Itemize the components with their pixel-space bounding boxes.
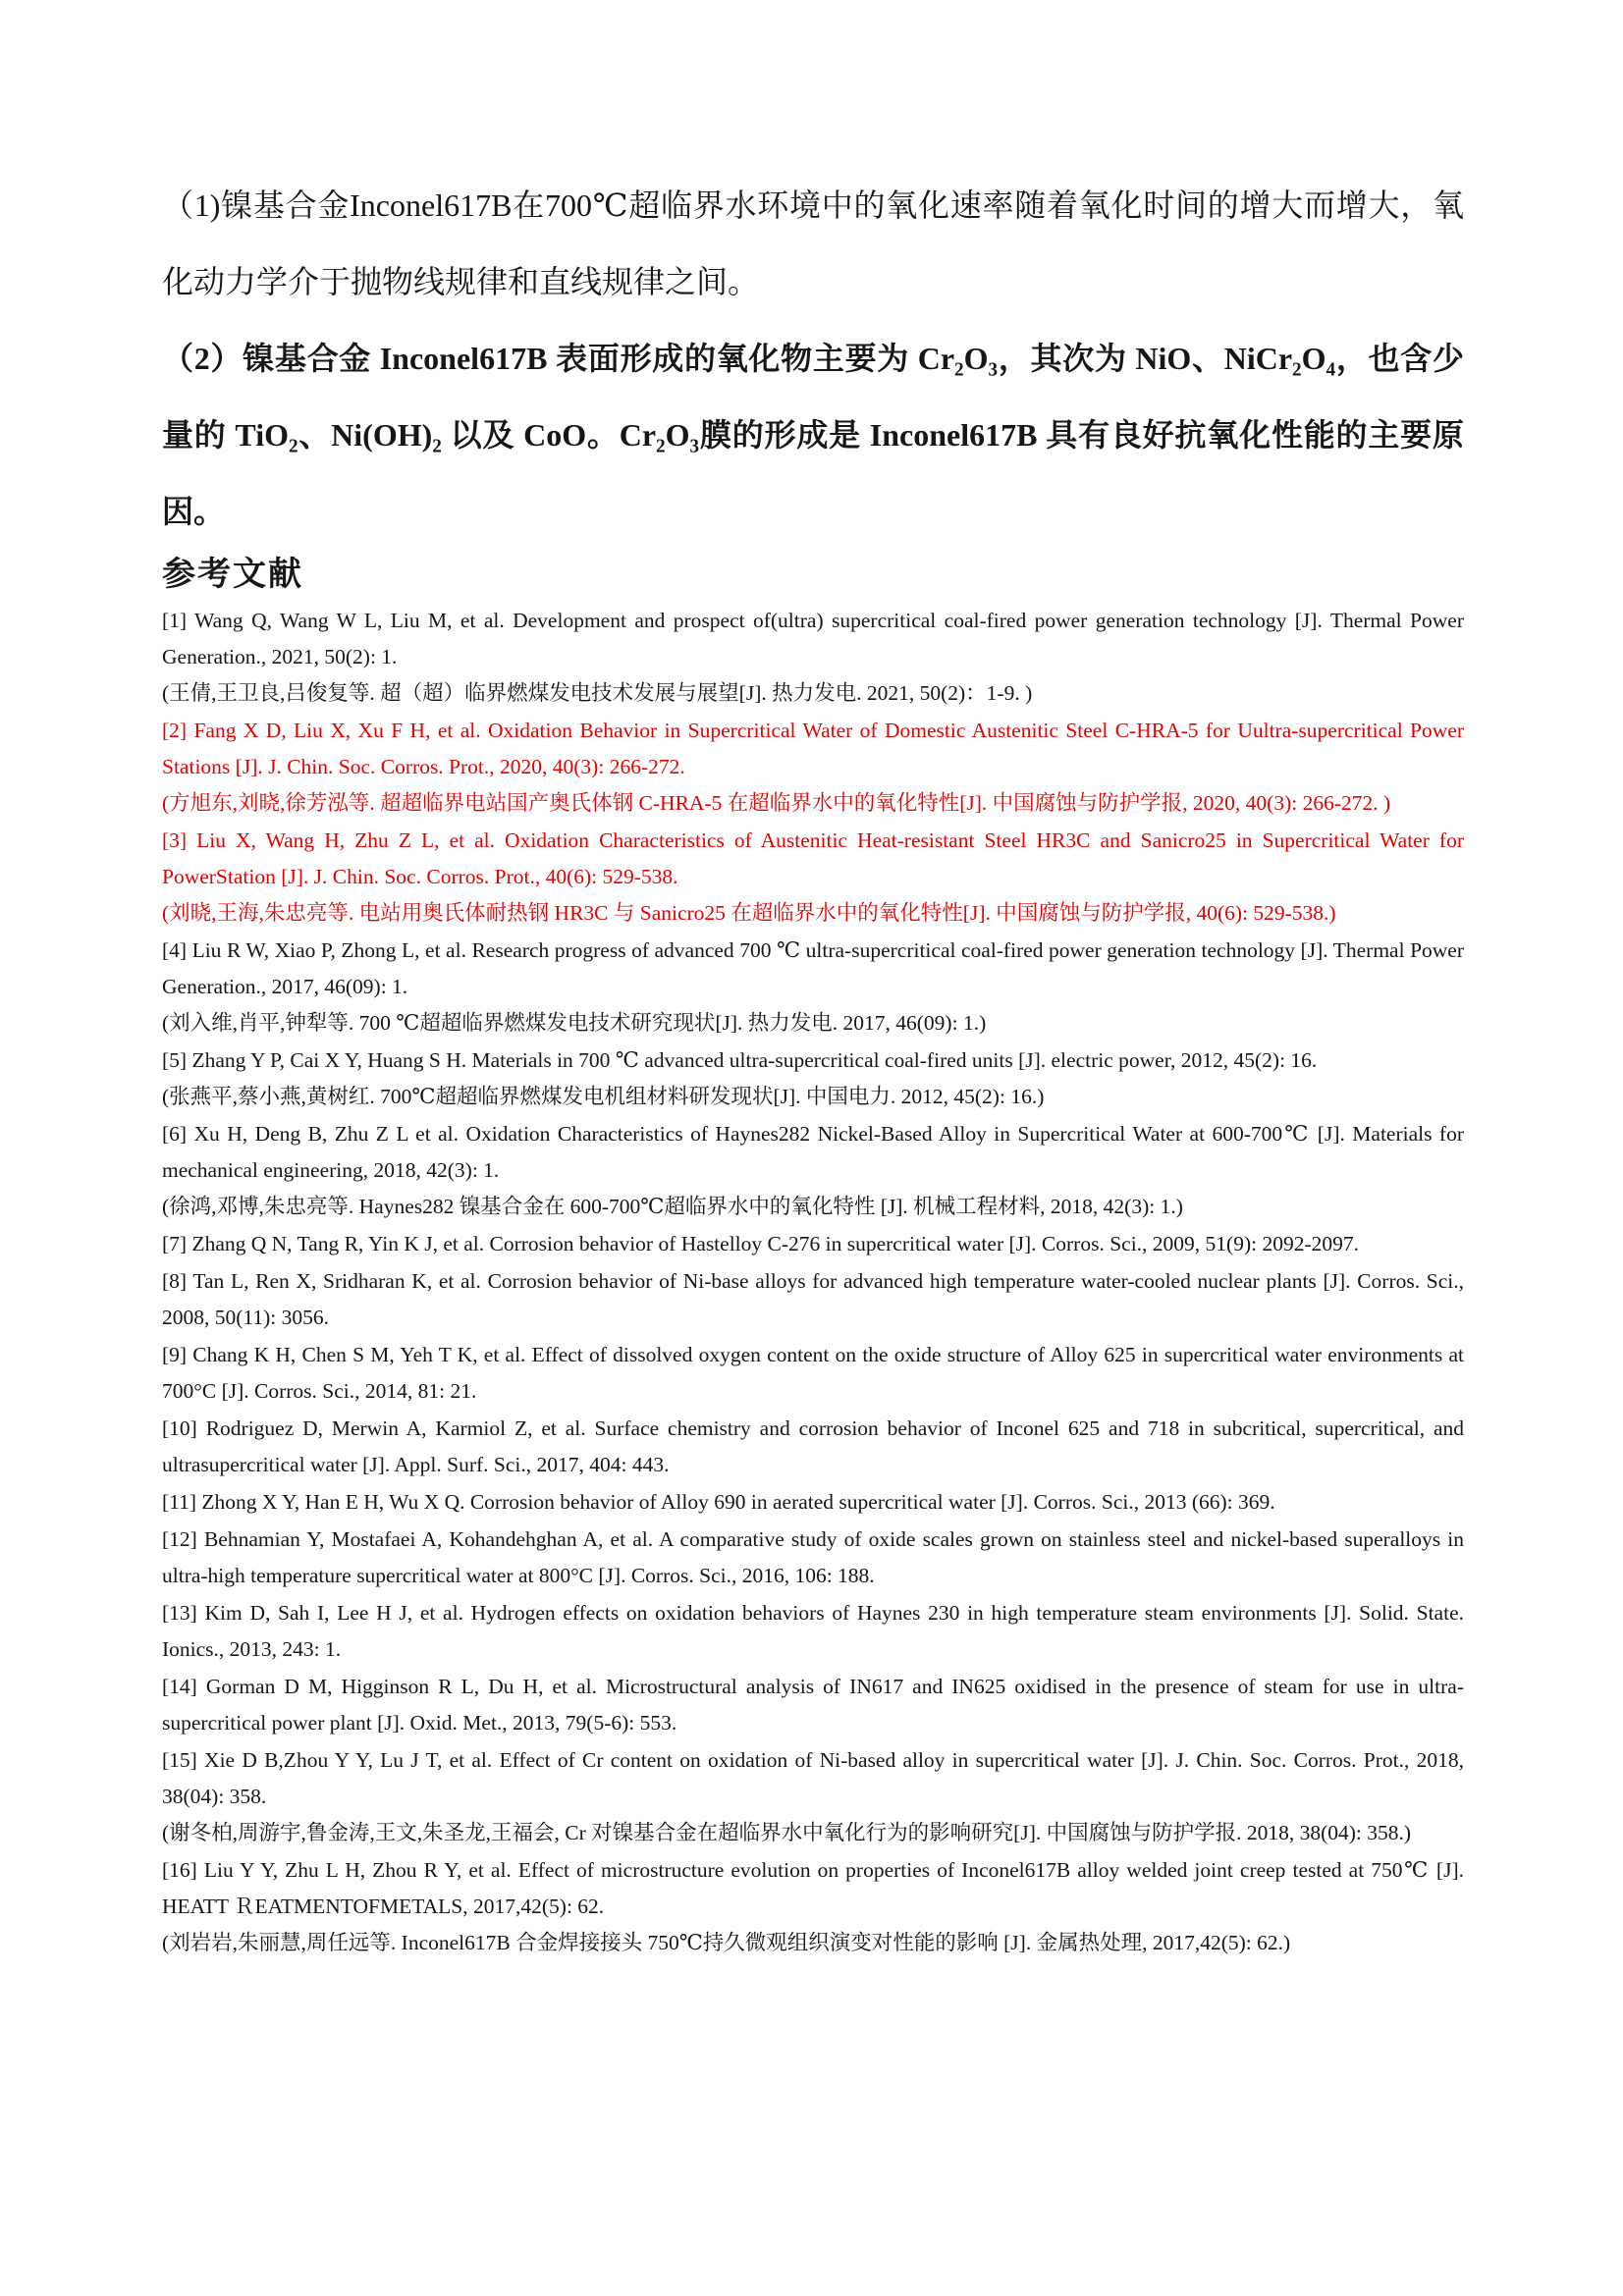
reference-paragraph: (张燕平,蔡小燕,黄树红. 700℃超超临界燃煤发电机组材料研发现状[J]. 中国电力. 2012, 45(2): 16.) — [162, 1085, 1045, 1108]
reference-paragraph: [8] Tan L, Ren X, Sridharan K, et al. Corrosion behavior of Ni-base alloys for advanced high temperature water-cooled nuclear plants [J]. Corros. Sci., 2008, 50(11): 3056. — [162, 1269, 1464, 1329]
reference-entry — [162, 1522, 1464, 1594]
reference-paragraph: (刘入维,肖平,钟犁等. 700 ℃超超临界燃煤发电技术研究现状[J]. 热力发电. 2017, 46(09): 1.) — [162, 1011, 987, 1035]
reference-entry — [162, 1742, 1464, 1851]
reference-entry — [162, 713, 1464, 822]
reference-entry — [162, 1484, 1464, 1521]
reference-paragraph: [10] Rodriguez D, Merwin A, Karmiol Z, et al. Surface chemistry and corrosion behavior of Inconel 625 and 718 in subcritical, supercritical, and ultrasupercritical water [J]. Appl. Surf. Sci., 2017, 404: 443. — [162, 1416, 1464, 1476]
reference-paragraph: [16] Liu Y Y, Zhu L H, Zhou R Y, et al. Effect of microstructure evolution on properties of Inconel617B alloy welded joint creep tested at 750℃ [J]. HEATT ＲEATMENTOFMETALS, 2017,42(5): 62. — [162, 1858, 1464, 1918]
reference-paragraph: [3] Liu X, Wang H, Zhu Z L, et al. Oxidation Characteristics of Austenitic Heat-resistant Steel HR3C and Sanicro25 in Supercritical Water for PowerStation [J]. J. Chin. Soc. Corros. Prot., 40(6): 529-538. — [162, 828, 1464, 888]
references-list — [162, 603, 1464, 1961]
reference-paragraph: (徐鸿,邓博,朱忠亮等. Haynes282 镍基合金在 600-700℃超临界水中的氧化特性 [J]. 机械工程材料, 2018, 42(3): 1.) — [162, 1195, 1183, 1218]
reference-paragraph: [6] Xu H, Deng B, Zhu Z L et al. Oxidation Characteristics of Haynes282 Nickel-Based Alloy in Supercritical Water at 600-700℃ [J]. Materials for mechanical engineering, 2018, 42(3): 1. — [162, 1122, 1464, 1182]
reference-paragraph: [15] Xie D B,Zhou Y Y, Lu J T, et al. Effect of Cr content on oxidation of Ni-based alloy in supercritical water [J]. J. Chin. Soc. Corros. Prot., 2018, 38(04): 358. — [162, 1748, 1464, 1808]
reference-entry — [162, 1669, 1464, 1741]
conclusion-paragraph-1: （1)镍基合金Inconel617B在700℃超临界水环境中的氧化速率随着氧化时间的增大而增大，氧化动力学介于抛物线规律和直线规律之间。 — [162, 187, 1464, 299]
reference-paragraph: (谢冬柏,周游宇,鲁金涛,王文,朱圣龙,王福会, Cr 对镍基合金在超临界水中氧化行为的影响研究[J]. 中国腐蚀与防护学报. 2018, 38(04): 358.) — [162, 1821, 1412, 1844]
reference-entry — [162, 1042, 1464, 1115]
reference-paragraph: (刘晓,王海,朱忠亮等. 电站用奥氏体耐热钢 HR3C 与 Sanicro25 在超临界水中的氧化特性[J]. 中国腐蚀与防护学报, 40(6): 529-538.) — [162, 901, 1336, 925]
references-heading: 参考文献 — [162, 556, 303, 593]
conclusion-paragraph-2: （2）镍基合金 Inconel617B 表面形成的氧化物主要为 Cr₂O₃，其次为 NiO、NiCr₂O₄，也含少量的 TiO₂、Ni(OH)₂ 以及 CoO。Cr₂O₃膜的形成是 Inconel617B 具有良好抗氧化性能的主要原因。 — [162, 341, 1464, 529]
reference-entry — [162, 1411, 1464, 1483]
reference-entry — [162, 1595, 1464, 1668]
reference-paragraph: [14] Gorman D M, Higginson R L, Du H, et al. Microstructural analysis of IN617 and IN625 oxidised in the presence of steam for use in ultra-supercritical power plant [J]. Oxid. Met., 2013, 79(5-6): 553. — [162, 1675, 1464, 1735]
reference-entry — [162, 1116, 1464, 1225]
reference-entry — [162, 1337, 1464, 1410]
reference-paragraph: [9] Chang K H, Chen S M, Yeh T K, et al. Effect of dissolved oxygen content on the oxide structure of Alloy 625 in supercritical water environments at 700°C [J]. Corros. Sci., 2014, 81: 21. — [162, 1343, 1464, 1403]
reference-paragraph: [12] Behnamian Y, Mostafaei A, Kohandehghan A, et al. A comparative study of oxide scales grown on stainless steel and nickel-based superalloys in ultra-high temperature supercritical water at 800°C [J]. Corros. Sci., 2016, 106: 188. — [162, 1527, 1464, 1587]
reference-paragraph: [11] Zhong X Y, Han E H, Wu X Q. Corrosion behavior of Alloy 690 in aerated supercritical water [J]. Corros. Sci., 2013 (66): 369. — [162, 1490, 1275, 1514]
reference-paragraph: (方旭东,刘晓,徐芳泓等. 超超临界电站国产奥氏体钢 C-HRA-5 在超临界水中的氧化特性[J]. 中国腐蚀与防护学报, 2020, 40(3): 266-272. ) — [162, 791, 1391, 815]
reference-entry — [162, 933, 1464, 1041]
reference-entry — [162, 1263, 1464, 1336]
reference-paragraph: [5] Zhang Y P, Cai X Y, Huang S H. Materials in 700 ℃ advanced ultra-supercritical coal-fired units [J]. electric power, 2012, 45(2): 16. — [162, 1048, 1318, 1072]
reference-entry — [162, 823, 1464, 932]
reference-paragraph: [1] Wang Q, Wang W L, Liu M, et al. Development and prospect of(ultra) supercritical coal-fired power generation technology [J]. Thermal Power Generation., 2021, 50(2): 1. — [162, 609, 1464, 668]
reference-paragraph: (刘岩岩,朱丽慧,周任远等. Inconel617B 合金焊接接头 750℃持久微观组织演变对性能的影响 [J]. 金属热处理, 2017,42(5): 62.) — [162, 1931, 1291, 1954]
page-content — [162, 167, 1464, 1962]
reference-entry — [162, 1226, 1464, 1262]
reference-paragraph: [13] Kim D, Sah I, Lee H J, et al. Hydrogen effects on oxidation behaviors of Haynes 230 in high temperature steam environments [J]. Solid. State. Ionics., 2013, 243: 1. — [162, 1601, 1464, 1661]
reference-paragraph: [2] Fang X D, Liu X, Xu F H, et al. Oxidation Behavior in Supercritical Water of Domestic Austenitic Steel C-HRA-5 for Uultra-supercritical Power Stations [J]. J. Chin. Soc. Corros. Prot., 2020, 40(3): 266-272. — [162, 719, 1464, 778]
reference-paragraph: [4] Liu R W, Xiao P, Zhong L, et al. Research progress of advanced 700 ℃ ultra-supercritical coal-fired power generation technology [J]. Thermal Power Generation., 2017, 46(09): 1. — [162, 938, 1464, 998]
reference-paragraph: [7] Zhang Q N, Tang R, Yin K J, et al. Corrosion behavior of Hastelloy C-276 in supercritical water [J]. Corros. Sci., 2009, 51(9): 2092-2097. — [162, 1232, 1360, 1255]
reference-entry — [162, 1852, 1464, 1961]
reference-paragraph: (王倩,王卫良,吕俊复等. 超（超）临界燃煤发电技术发展与展望[J]. 热力发电. 2021, 50(2)：1-9. ) — [162, 681, 1033, 705]
reference-entry — [162, 603, 1464, 712]
